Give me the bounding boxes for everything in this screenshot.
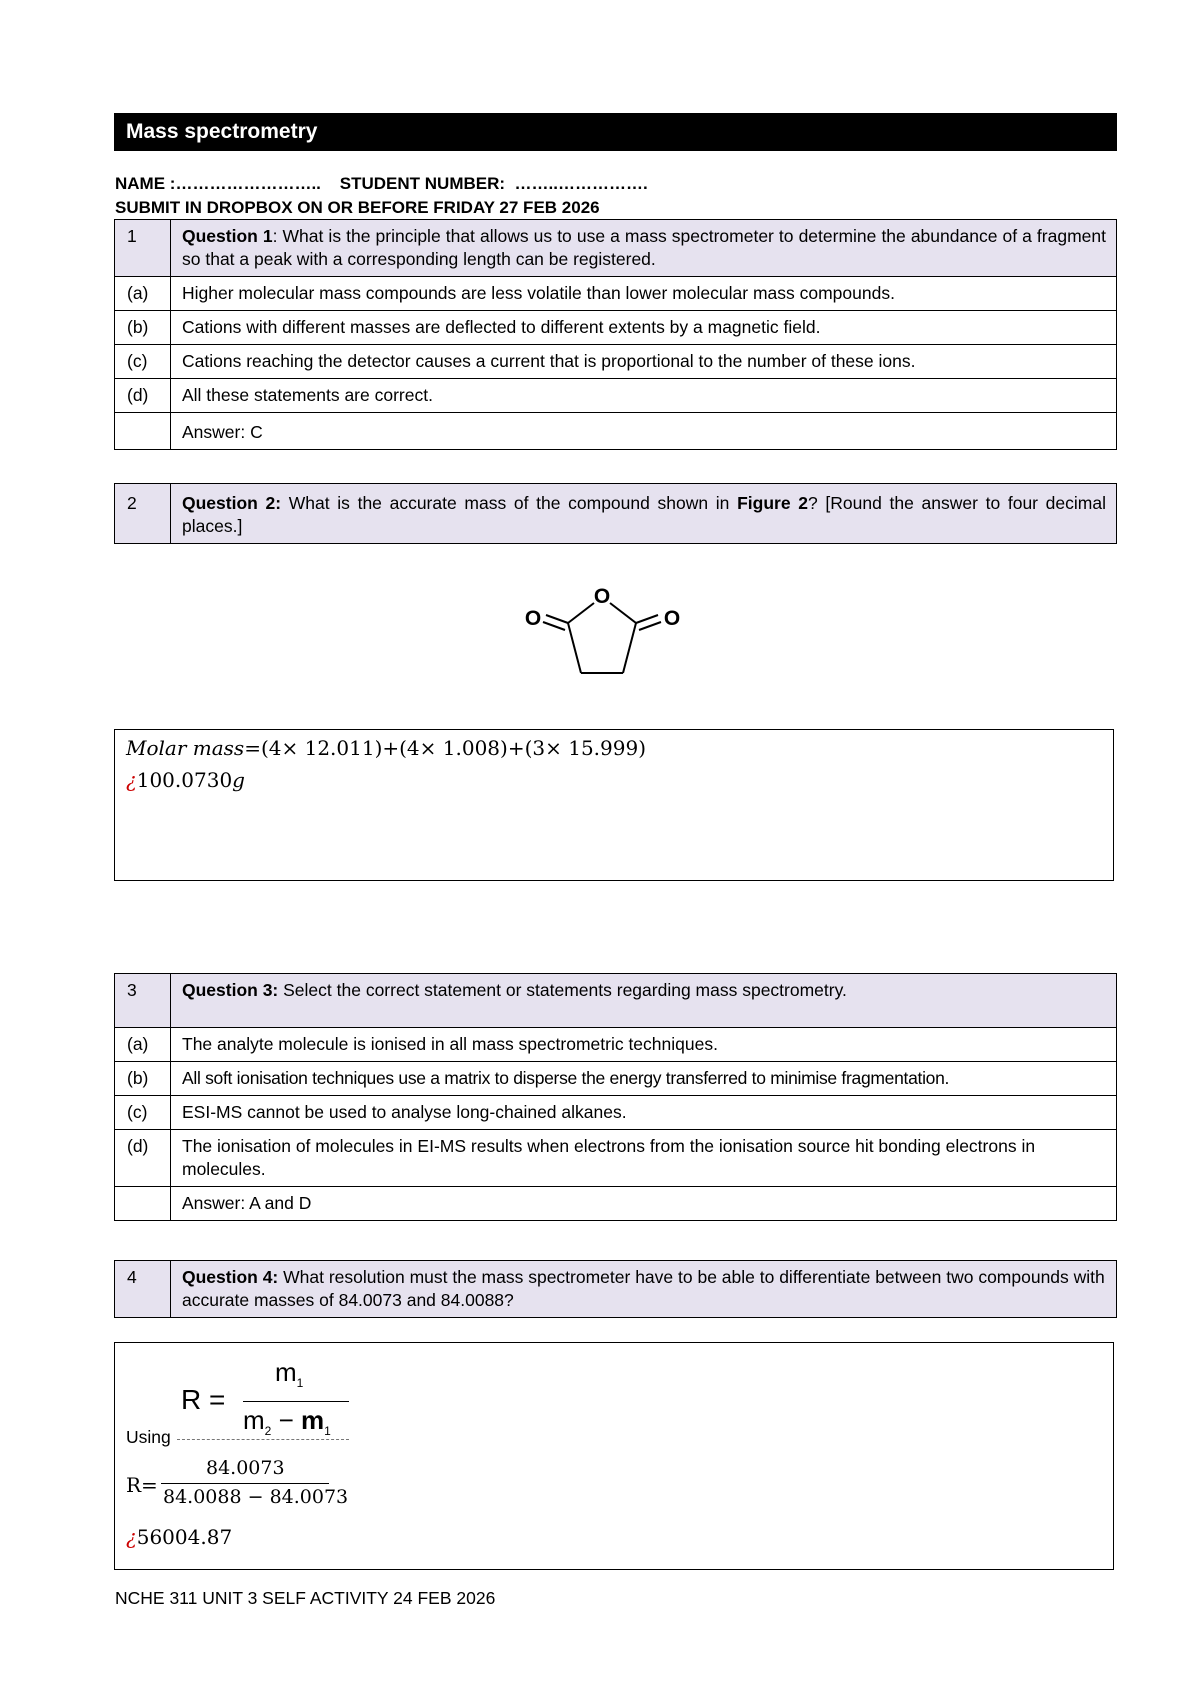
question-2-text — [171, 484, 1117, 544]
option-text: All soft ionisation techniques use a matrix to disperse the energy transferred to minimise fragmentation. — [171, 1062, 1117, 1096]
option-key: (b) — [115, 311, 171, 345]
question-body: ? [Round the answer to four decimal places.] — [182, 493, 1106, 536]
option-key: (a) — [115, 277, 171, 311]
submit-instruction: SUBMIT IN DROPBOX ON OR BEFORE FRIDAY 27 FEB 2026 — [115, 198, 600, 217]
option-text: ESI-MS cannot be used to analyse long-chained alkanes. — [171, 1096, 1117, 1130]
option-key: (a) — [115, 1028, 171, 1062]
question-body: Select the correct statement or statements regarding mass spectrometry. — [278, 980, 847, 1000]
structure-bonds — [543, 603, 661, 673]
question-4-row — [115, 1261, 1117, 1318]
page-footer: NCHE 311 UNIT 3 SELF ACTIVITY 24 FEB 2026 — [115, 1588, 496, 1608]
question-label: Question 4: — [182, 1267, 279, 1287]
question-3-row — [115, 974, 1117, 1028]
option-key: (d) — [115, 379, 171, 413]
succinic-anhydride-structure — [515, 585, 690, 685]
formula-fraction-bar — [243, 1401, 349, 1402]
question-4-text — [171, 1261, 1117, 1318]
question-2-answer-box — [114, 729, 1114, 881]
name-student-number-line: NAME :…………………….. STUDENT NUMBER: ……..……………. — [115, 174, 648, 193]
answer-row — [115, 413, 1117, 450]
option-row — [115, 379, 1117, 413]
option-row — [115, 1028, 1117, 1062]
option-text: The analyte molecule is ionised in all mass spectrometric techniques. — [171, 1028, 1117, 1062]
option-row — [115, 345, 1117, 379]
ring-oxygen-atom: O — [593, 585, 611, 608]
answer-text: Answer: A and D — [171, 1187, 1117, 1221]
formula-lhs: R = — [181, 1384, 226, 1415]
formula-numerator: $m_1$ — [275, 1357, 304, 1391]
option-text: The ionisation of molecules in EI-MS results when electrons from the ionisation source hit bonding electrons in molecules. — [171, 1130, 1117, 1187]
answer-row — [115, 1187, 1117, 1221]
carbonyl-oxygen-left: O — [524, 607, 542, 630]
result-unit: g — [232, 768, 245, 792]
result-value: 100.0730 — [136, 768, 233, 792]
question-body: : What is the principle that allows us to use a mass spectrometer to determine the abundance of a fragment so that a peak with a corresponding length can be registered. — [182, 226, 1106, 269]
option-text: Cations with different masses are deflected to different extents by a magnetic field. — [171, 311, 1117, 345]
question-1-table — [114, 219, 1117, 450]
option-key: (d) — [115, 1130, 171, 1187]
option-row — [115, 1130, 1117, 1187]
option-row — [115, 277, 1117, 311]
calc-fraction-bar — [161, 1483, 329, 1484]
option-text: Higher molecular mass compounds are less volatile than lower molecular mass compounds. — [171, 277, 1117, 311]
answer-text: Answer: C — [171, 413, 1117, 450]
question-3-table — [114, 973, 1117, 1221]
question-body: What resolution must the mass spectrometer have to be able to differentiate between two compounds with accurate masses of 84.0073 and 84.0088? — [182, 1267, 1105, 1310]
error-glyph: ¿ — [126, 1525, 137, 1549]
figure-reference: Figure 2 — [737, 493, 808, 513]
question-4-answer-box — [114, 1342, 1114, 1570]
question-label: Question 1 — [182, 226, 273, 246]
option-row — [115, 1062, 1117, 1096]
question-number: 4 — [115, 1261, 171, 1318]
question-1-text — [171, 220, 1117, 277]
formula-placeholder-line — [177, 1439, 349, 1440]
formula-denominator: $m_2 - m_1$ — [243, 1405, 331, 1439]
resolution-formula — [181, 1357, 351, 1439]
option-text: All these statements are correct. — [171, 379, 1117, 413]
option-key: (b) — [115, 1062, 171, 1096]
option-key: (c) — [115, 1096, 171, 1130]
option-row — [115, 311, 1117, 345]
question-label: Question 3: — [182, 980, 279, 1000]
question-number: 1 — [115, 220, 171, 277]
carbonyl-oxygen-right: O — [663, 607, 681, 630]
molar-mass-equation — [126, 736, 646, 760]
resolution-result — [126, 1525, 232, 1549]
calc-denominator: 84.0088 − 84.0073 — [163, 1486, 349, 1508]
question-1-row — [115, 220, 1117, 277]
molar-mass-result — [126, 768, 245, 792]
error-glyph: ¿ — [126, 768, 137, 792]
option-text: Cations reaching the detector causes a current that is proportional to the number of these ions. — [171, 345, 1117, 379]
option-key: (c) — [115, 345, 171, 379]
calc-lhs: R= — [126, 1473, 158, 1497]
molar-mass-expression: =(4× 12.011)+(4× 1.008)+(3× 15.999) — [244, 736, 647, 760]
question-label: Question 2: — [182, 493, 282, 513]
question-4-table — [114, 1260, 1117, 1318]
question-3-text — [171, 974, 1117, 1028]
calc-numerator: 84.0073 — [206, 1457, 285, 1479]
question-body: What is the accurate mass of the compound shown in — [281, 493, 738, 513]
molar-mass-label: Molar mass — [126, 736, 245, 760]
using-label: Using — [126, 1427, 171, 1447]
section-title: Mass spectrometry — [114, 113, 1117, 151]
question-number: 2 — [115, 484, 171, 544]
question-2-row — [115, 484, 1117, 544]
result-value: 56004.87 — [136, 1525, 233, 1549]
question-2-table — [114, 483, 1117, 544]
option-row — [115, 1096, 1117, 1130]
question-number: 3 — [115, 974, 171, 1028]
